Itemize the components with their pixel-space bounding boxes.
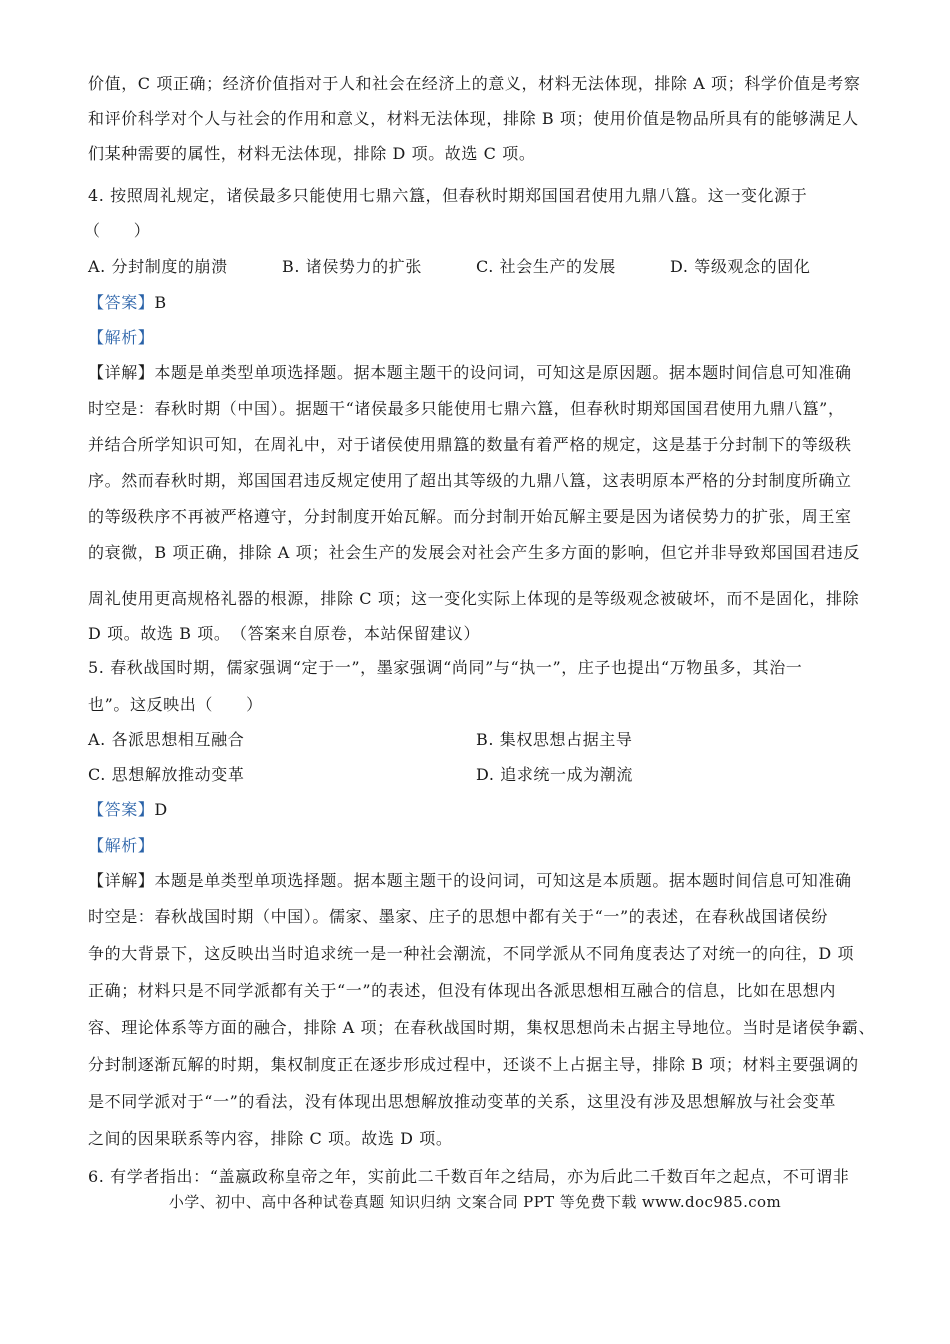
- question-4-stem: 4. 按照周礼规定，诸侯最多只能使用七鼎六簋，但春秋时期郑国国君使用九鼎八簋。这一变化源于: [88, 186, 808, 205]
- answer-tag: 【答案】: [88, 293, 155, 312]
- q4-answer: [88, 292, 167, 314]
- q5-detail-line: 容、理论体系等方面的融合，排除 A 项；在春秋战国时期，集权思想尚未占据主导地位。当时是诸侯争霸、: [88, 1018, 876, 1037]
- answer-value: D: [154, 800, 168, 819]
- q4-detail-line: 序。然而春秋时期，郑国国君违反规定使用了超出其等级的九鼎八簋，这表明原本严格的分封制度所确立: [88, 471, 852, 490]
- answer-value: B: [154, 293, 167, 312]
- q4-detail-line: 的衰微，B 项正确，排除 A 项；社会生产的发展会对社会产生多方面的影响，但它并非导致郑国国君违反: [88, 543, 860, 562]
- detail-text: 本题是单类型单项选择题。据本题主题干的设问词，可知这是原因题。据本题时间信息可知准确: [154, 363, 852, 382]
- q5-option-c: C. 思想解放推动变革: [88, 765, 245, 784]
- question-5-stem: 也”。这反映出（ ）: [88, 695, 263, 714]
- q4-detail-line: [88, 362, 852, 384]
- q5-detail-line: 之间的因果联系等内容，排除 C 项。故选 D 项。: [88, 1129, 453, 1148]
- text-line: 和评价科学对个人与社会的作用和意义，材料无法体现，排除 B 项；使用价值是物品所具有的能够满足人: [88, 109, 859, 128]
- q5-detail-line: [88, 870, 852, 892]
- detail-text: 本题是单类型单项选择题。据本题主题干的设问词，可知这是本质题。据本题时间信息可知准确: [154, 871, 852, 890]
- q5-detail-line: 正确；材料只是不同学派都有关于“一”的表述，但没有体现出各派思想相互融合的信息，比如在思想内: [88, 981, 836, 1000]
- answer-tag: 【答案】: [88, 800, 155, 819]
- q4-option-c: C. 社会生产的发展: [476, 257, 616, 276]
- q5-option-a: A. 各派思想相互融合: [88, 730, 245, 749]
- q5-detail-line: 分封制逐渐瓦解的时期，集权制度正在逐步形成过程中，还谈不上占据主导，排除 B 项；材料主要强调的: [88, 1055, 859, 1074]
- detail-tag: 【详解】: [88, 363, 155, 382]
- q5-detail-line: 争的大背景下，这反映出当时追求统一是一种社会潮流，不同学派从不同角度表达了对统一的向往，D 项: [88, 944, 855, 963]
- q4-detail-line: 时空是：春秋时期（中国）。据题干“诸侯最多只能使用七鼎六簋，但春秋时期郑国国君使用九鼎八簋”，: [88, 399, 845, 418]
- question-6-stem: 6. 有学者指出：“盖嬴政称皇帝之年，实前此二千数百年之结局，亦为后此二千数百年之起点，不可谓非: [88, 1167, 850, 1186]
- page-footer: 小学、初中、高中各种试卷真题 知识归纳 文案合同 PPT 等免费下载 www.doc985.com: [168, 1193, 782, 1211]
- q5-answer: [88, 799, 168, 821]
- question-4-blank: （ ）: [84, 221, 151, 240]
- text-line: 价值，C 项正确；经济价值指对于人和社会在经济上的意义，材料无法体现，排除 A 项；科学价值是考察: [88, 74, 861, 93]
- q4-option-d: D. 等级观念的固化: [670, 257, 811, 276]
- q5-option-b: B. 集权思想占据主导: [476, 730, 633, 749]
- q5-option-d: D. 追求统一成为潮流: [476, 765, 634, 784]
- question-5-stem: 5. 春秋战国时期，儒家强调“定于一”，墨家强调“尚同”与“执一”，庄子也提出“万物虽多，其治一: [88, 658, 803, 677]
- text-line: 们某种需要的属性，材料无法体现，排除 D 项。故选 C 项。: [88, 144, 536, 163]
- q4-option-b: B. 诸侯势力的扩张: [282, 257, 422, 276]
- q5-analysis-tag: 【解析】: [88, 836, 155, 855]
- q5-detail-line: 是不同学派对于“一”的看法，没有体现出思想解放推动变革的关系，这里没有涉及思想解放与社会变革: [88, 1092, 836, 1111]
- q5-detail-line: 时空是：春秋战国时期（中国）。儒家、墨家、庄子的思想中都有关于“一”的表述，在春秋战国诸侯纷: [88, 907, 828, 926]
- q4-detail-line: 周礼使用更高规格礼器的根源，排除 C 项；这一变化实际上体现的是等级观念被破坏，而不是固化，排除: [88, 589, 860, 608]
- q4-option-a: A. 分封制度的崩溃: [88, 257, 228, 276]
- detail-tag: 【详解】: [88, 871, 155, 890]
- q4-detail-line: 并结合所学知识可知，在周礼中，对于诸侯使用鼎簋的数量有着严格的规定，这是基于分封制下的等级秩: [88, 435, 852, 454]
- q4-analysis-tag: 【解析】: [88, 328, 155, 347]
- q4-detail-line: 的等级秩序不再被严格遵守，分封制度开始瓦解。而分封制开始瓦解主要是因为诸侯势力的扩张，周王室: [88, 507, 852, 526]
- q4-detail-line: D 项。故选 B 项。 （答案来自原卷，本站保留建议）: [88, 624, 481, 643]
